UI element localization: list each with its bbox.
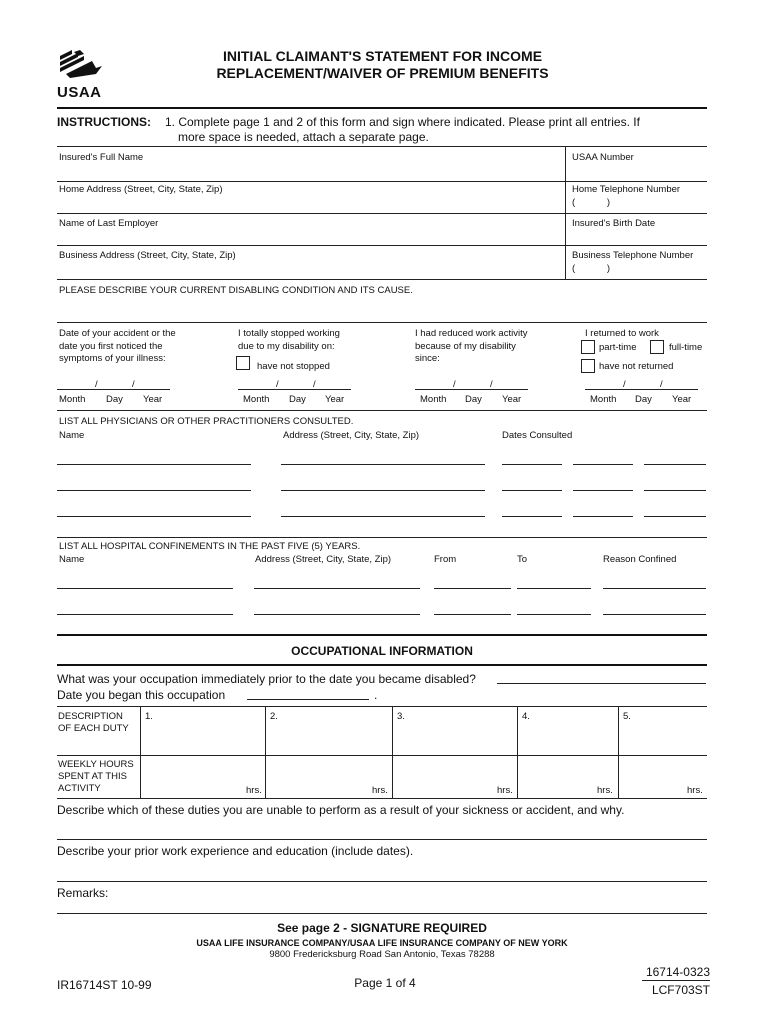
hospital-name-line[interactable] [57, 614, 233, 615]
title-line-1: INITIAL CLAIMANT'S STATEMENT FOR INCOME [222, 48, 543, 64]
signature-notice: See page 2 - SIGNATURE REQUIRED [277, 921, 487, 935]
occupation-start-period: . [374, 688, 378, 702]
hospital-reason-line[interactable] [603, 614, 706, 615]
month-label: Month [420, 394, 447, 405]
description-label-l1: DESCRIPTION [58, 711, 123, 722]
hospital-address-header: Address (Street, City, State, Zip) [255, 554, 392, 565]
occupation-answer-line[interactable] [497, 683, 706, 684]
day-label: Day [465, 394, 482, 405]
code-underline [642, 980, 710, 981]
rule [57, 245, 707, 246]
section-rule [57, 664, 707, 666]
year-label: Year [502, 394, 522, 405]
divider [140, 706, 141, 798]
hospital-heading: LIST ALL HOSPITAL CONFINEMENTS IN THE PAST FIVE (5) YEARS. [59, 541, 361, 552]
instructions-line-2: more space is needed, attach a separate page. [178, 130, 429, 144]
slash: / [623, 379, 626, 390]
physician-name-line[interactable] [57, 464, 251, 465]
slash: / [132, 379, 135, 390]
reduced-label-l3: since: [415, 353, 440, 364]
occupation-question: What was your occupation immediately prior to the date you became disabled? [57, 672, 476, 686]
accident-label-l1: Date of your accident or the [59, 328, 176, 339]
hours-cell-4[interactable]: hrs. [597, 785, 613, 796]
physician-date-line[interactable] [644, 516, 706, 517]
physician-name-line[interactable] [57, 490, 251, 491]
prior-experience-line[interactable] [57, 881, 707, 882]
rule [57, 322, 707, 323]
usaa-logo-text: USAA [57, 84, 102, 101]
month-label: Month [59, 394, 86, 405]
slash: / [490, 379, 493, 390]
business-phone-field[interactable]: Business Telephone Number [572, 250, 694, 261]
form-code-1: 16714-0323 [645, 965, 710, 979]
physicians-name-header: Name [59, 430, 85, 441]
rule [57, 410, 707, 411]
physician-date-line[interactable] [644, 490, 706, 491]
header-rule [57, 107, 707, 109]
accident-label-l3: symptoms of your illness: [59, 353, 166, 364]
hospital-address-line[interactable] [254, 614, 420, 615]
divider [517, 706, 518, 798]
reduced-date-line[interactable] [415, 389, 528, 390]
business-phone-paren: ( ) [572, 263, 610, 274]
physician-name-line[interactable] [57, 516, 251, 517]
hours-cell-5[interactable]: hrs. [687, 785, 703, 796]
have-not-returned-checkbox[interactable] [581, 359, 595, 373]
duties-table-mid [57, 755, 707, 756]
hours-label-l3: ACTIVITY [58, 783, 101, 794]
divider [265, 706, 266, 798]
company-address: 9800 Fredericksburg Road San Antonio, Texas 78288 [269, 949, 495, 960]
hospital-address-line[interactable] [254, 588, 420, 589]
section-rule [57, 634, 707, 636]
duties-table-top [57, 706, 707, 707]
company-name: USAA LIFE INSURANCE COMPANY/USAA LIFE INSURANCE COMPANY OF NEW YORK [196, 938, 568, 948]
duty-3[interactable]: 3. [397, 711, 405, 722]
slash: / [313, 379, 316, 390]
hospital-to-line[interactable] [517, 588, 591, 589]
day-label: Day [106, 394, 123, 405]
page-number: Page 1 of 4 [354, 976, 416, 990]
occupation-start-label: Date you began this occupation [57, 688, 226, 702]
home-address-field[interactable]: Home Address (Street, City, State, Zip) [59, 184, 223, 195]
hospital-reason-header: Reason Confined [603, 554, 677, 565]
year-label: Year [143, 394, 163, 405]
hours-cell-1[interactable]: hrs. [246, 785, 262, 796]
month-label: Month [243, 394, 270, 405]
prior-experience-question: Describe your prior work experience and education (include dates). [57, 844, 414, 858]
divider [392, 706, 393, 798]
physician-address-line[interactable] [281, 464, 485, 465]
duty-1[interactable]: 1. [145, 711, 153, 722]
duty-2[interactable]: 2. [270, 711, 278, 722]
hospital-to-header: To [517, 554, 528, 565]
disabling-condition-field[interactable]: PLEASE DESCRIBE YOUR CURRENT DISABLING CONDITION AND ITS CAUSE. [59, 285, 413, 296]
remarks-line[interactable] [57, 913, 707, 914]
stopped-working-label [238, 328, 340, 353]
physician-address-line[interactable] [281, 490, 485, 491]
part-time-checkbox[interactable] [581, 340, 595, 354]
insured-name-field[interactable]: Insured's Full Name [59, 152, 144, 163]
full-time-label: full-time [669, 342, 703, 353]
physician-date-line[interactable] [573, 490, 633, 491]
accident-date-label [59, 328, 176, 366]
rule [57, 146, 707, 147]
month-label: Month [590, 394, 617, 405]
weekly-hours-label [58, 759, 134, 795]
hours-cell-3[interactable]: hrs. [497, 785, 513, 796]
hours-cell-2[interactable]: hrs. [372, 785, 388, 796]
hospital-name-header: Name [59, 554, 85, 565]
accident-date-line[interactable] [57, 389, 170, 390]
occupation-start-line[interactable] [247, 699, 369, 700]
usaa-eagle-logo [58, 48, 106, 84]
occupation-heading: OCCUPATIONAL INFORMATION [291, 644, 473, 658]
physician-date-line[interactable] [502, 464, 562, 465]
stopped-date-line[interactable] [238, 389, 351, 390]
last-employer-field[interactable]: Name of Last Employer [59, 218, 159, 229]
reduced-activity-label [415, 328, 527, 366]
home-phone-paren: ( ) [572, 197, 610, 208]
home-phone-field[interactable]: Home Telephone Number [572, 184, 681, 195]
physicians-dates-header: Dates Consulted [502, 430, 573, 441]
stopped-label-l2: due to my disability on: [238, 340, 335, 352]
physician-date-line[interactable] [502, 490, 562, 491]
hospital-to-line[interactable] [517, 614, 591, 615]
year-label: Year [672, 394, 692, 405]
have-not-stopped-checkbox[interactable] [236, 356, 250, 370]
remarks-label: Remarks: [57, 886, 109, 900]
hospital-from-header: From [434, 554, 457, 565]
physician-address-line[interactable] [281, 516, 485, 517]
unable-duties-question: Describe which of these duties you are unable to perform as a result of your sickness or accident, and why. [57, 803, 625, 817]
physicians-address-header: Address (Street, City, State, Zip) [283, 430, 420, 441]
rule [57, 537, 707, 538]
day-label: Day [635, 394, 652, 405]
duty-5[interactable]: 5. [623, 711, 631, 722]
part-time-label: part-time [599, 342, 637, 353]
day-label: Day [289, 394, 306, 405]
slash: / [276, 379, 279, 390]
rule [57, 213, 707, 214]
have-not-stopped-label: have not stopped [257, 361, 330, 372]
description-label [58, 711, 129, 735]
hospital-from-line[interactable] [434, 588, 511, 589]
slash: / [660, 379, 663, 390]
form-code-2: LCF703ST [651, 983, 710, 997]
form-id: IR16714ST 10-99 [57, 978, 152, 992]
reduced-label-l2: because of my disability [415, 340, 516, 352]
slash: / [453, 379, 456, 390]
usaa-number-field[interactable]: USAA Number [572, 152, 634, 163]
physician-date-line[interactable] [573, 516, 633, 517]
unable-duties-line[interactable] [57, 839, 707, 840]
hospital-name-line[interactable] [57, 588, 233, 589]
hours-label-l2: SPENT AT THIS [58, 771, 127, 782]
reduced-label-l1: I had reduced work activity [415, 328, 528, 339]
birth-date-field[interactable]: Insured's Birth Date [572, 218, 656, 229]
duty-4[interactable]: 4. [522, 711, 530, 722]
duties-table-bottom [57, 798, 707, 799]
instructions-line-1: 1. Complete page 1 and 2 of this form and sign where indicated. Please print all entries. If [165, 115, 640, 129]
description-label-l2: OF EACH DUTY [58, 723, 129, 734]
rule [57, 279, 707, 280]
accident-label-l2: date you first noticed the [59, 340, 163, 352]
returned-to-work-label: I returned to work [585, 328, 659, 339]
hours-label-l1: WEEKLY HOURS [58, 759, 134, 770]
slash: / [95, 379, 98, 390]
physician-date-line[interactable] [502, 516, 562, 517]
title-line-2: REPLACEMENT/WAIVER OF PREMIUM BENEFITS [216, 65, 549, 81]
form-title [120, 48, 645, 82]
returned-date-line[interactable] [585, 389, 698, 390]
hospital-from-line[interactable] [434, 614, 511, 615]
divider [618, 706, 619, 798]
business-address-field[interactable]: Business Address (Street, City, State, Zip) [59, 250, 236, 261]
physician-date-line[interactable] [573, 464, 633, 465]
instructions-label: INSTRUCTIONS: [57, 115, 151, 129]
physicians-heading: LIST ALL PHYSICIANS OR OTHER PRACTITIONERS CONSULTED. [59, 416, 354, 427]
hospital-reason-line[interactable] [603, 588, 706, 589]
full-time-checkbox[interactable] [650, 340, 664, 354]
have-not-returned-label: have not returned [599, 361, 674, 372]
year-label: Year [325, 394, 345, 405]
rule [57, 181, 707, 182]
physician-date-line[interactable] [644, 464, 706, 465]
stopped-label-l1: I totally stopped working [238, 328, 340, 339]
